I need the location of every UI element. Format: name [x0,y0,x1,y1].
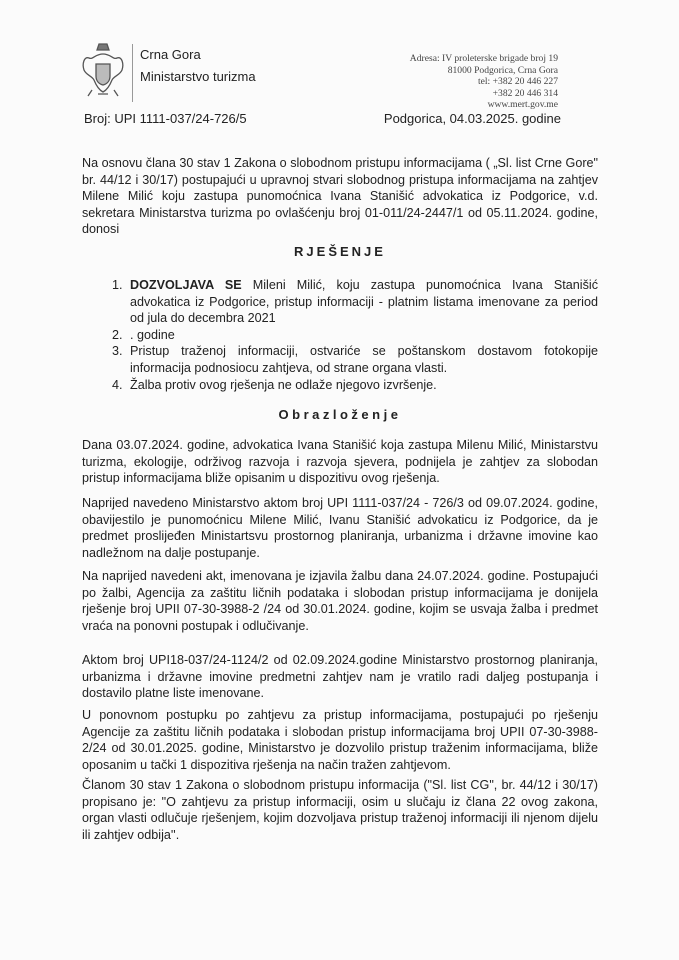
item-number: 2. [112,327,123,342]
decision-items [112,277,598,393]
item-text: Žalba protiv ovog rješenja ne odlaže njegovo izvršenje. [130,377,437,392]
item-number: 4. [112,377,123,392]
coat-of-arms-logo [80,42,126,100]
reasoning-paragraph: Aktom broj UPI18-037/24-1124/2 od 02.09.2024.godine Ministarstvo prostornog planiranja, urbanizma i državne imovine predmetni zahtjev nam je vratilo radi daljeg postupanja i dostavilo platne liste imenovane. [82,653,598,701]
item-number: 1. [112,278,123,292]
ministry-name: Ministarstvo turizma [140,69,256,84]
item-bold: DOZVOLJAVA SE [130,278,242,292]
address-block [410,53,558,111]
item-text: Mileni Milić, koju zastupa punomoćnica Ivana Stanišić advokatica iz Podgorice, pristup informaciji - platnim listama imenovane za period od jula do decembra 2021 [130,278,598,326]
item-text: . godine [130,327,175,342]
reasoning-paragraph: Naprijed navedeno Ministarstvo aktom broj UPI 1111-037/24 - 726/3 od 09.07.2024. godine, obavijestilo je punomoćnicu Milene Milić, Ivanu Stanišić advokaticu iz Podgorice, da je predmet proslijeđen Ministartsvu prostornog planiranja, urbanizma i državne imovine kao nadležnom na dalje postupanje. [82,496,598,560]
address-line: tel: +382 20 446 227 [477,76,558,88]
decision-item [112,343,598,376]
reasoning-title: Obrazloženje [278,407,402,422]
decision-item [112,327,598,344]
country-name: Crna Gora [140,47,201,62]
address-line: Adresa: IV proleterske brigade broj 19 [409,53,558,64]
reasoning-paragraph: Na naprijed navedeni akt, imenovana je izjavila žalbu dana 24.07.2024. godine. Postupajući po žalbi, Agencija za zaštitu ličnih podataka i slobodan pristup informacijama je donijela rješenje broj UPII 07-30-3988-2 /24 od 30.01.2024. godine, kojim se usvaja žalba i predmet vraća na ponovni postupak i odlučivanje. [82,569,598,633]
decision-item [112,277,598,327]
decision-item [112,377,598,394]
place-date: Podgorica, 04.03.2025. godine [383,111,561,126]
item-text: Pristup traženoj informaciji, ostvariće se poštanskom dostavom fotokopije informacija podnosiocu zahtjeva, od strane organa vlasti. [130,344,598,375]
reasoning-paragraph: U ponovnom postupku po zahtjevu za pristup informacijama, postupajući po rješenju Agencije za zaštitu ličnih podataka i slobodan pristup informacijama broj UPII 07-30-3988-2/24 od 30.01.2025. godine, Ministarstvo je dozvolilo pristup traženim informacijama, bliže oposanim u tački 1 dispozitiva rješenja na način tražen zahtjevom. [82,708,598,772]
intro-paragraph: Na osnovu člana 30 stav 1 Zakona o slobodnom pristupu informacijama ( „Sl. list Crne Gore" br. 44/12 i 30/17) postupajući u upravnoj stvari slobodnog pristupa informacijama na zahtjev Milene Milić koju zastupa punomoćnica Ivana Stanišić advokatica iz Podgorice, v.d. sekretara Ministarstva turizma po ovlašćenju broj 01-011/24-2447/1 od 05.11.2024. godine, donosi [82,156,598,237]
reasoning-paragraph: Članom 30 stav 1 Zakona o slobodnom pristupu informacija ("Sl. list CG", br. 44/12 i 30/17) propisano je: "O zahtjevu za pristup informaciji, osim u slučaju iz člana 22 ovog zakona, organ vlasti odlučuje rješenjem, kojim dozvoljava pristup traženoj informaciji ili njenom dijelu ili zahtjev odbija''. [82,778,598,842]
address-line: +382 20 446 314 [492,87,558,99]
decision-title: RJEŠENJE [294,244,386,259]
item-number: 3. [112,344,123,359]
reasoning-paragraph: Dana 03.07.2024. godine, advokatica Ivana Stanišić koja zastupa Milenu Milić, Ministarstvu turizma, ekologije, održivog razvoja i razvoja sjevera, podnijela je zahtjev za slobodan pristup informacijama bliže opisanim u dispozitivu ovog rješenja. [82,438,598,486]
address-line: 81000 Podgorica, Crna Gora [447,64,558,76]
website: www.mert.gov.me [487,99,558,111]
header-divider [132,44,133,102]
document-number: Broj: UPI 1111-037/24-726/5 [84,111,247,126]
